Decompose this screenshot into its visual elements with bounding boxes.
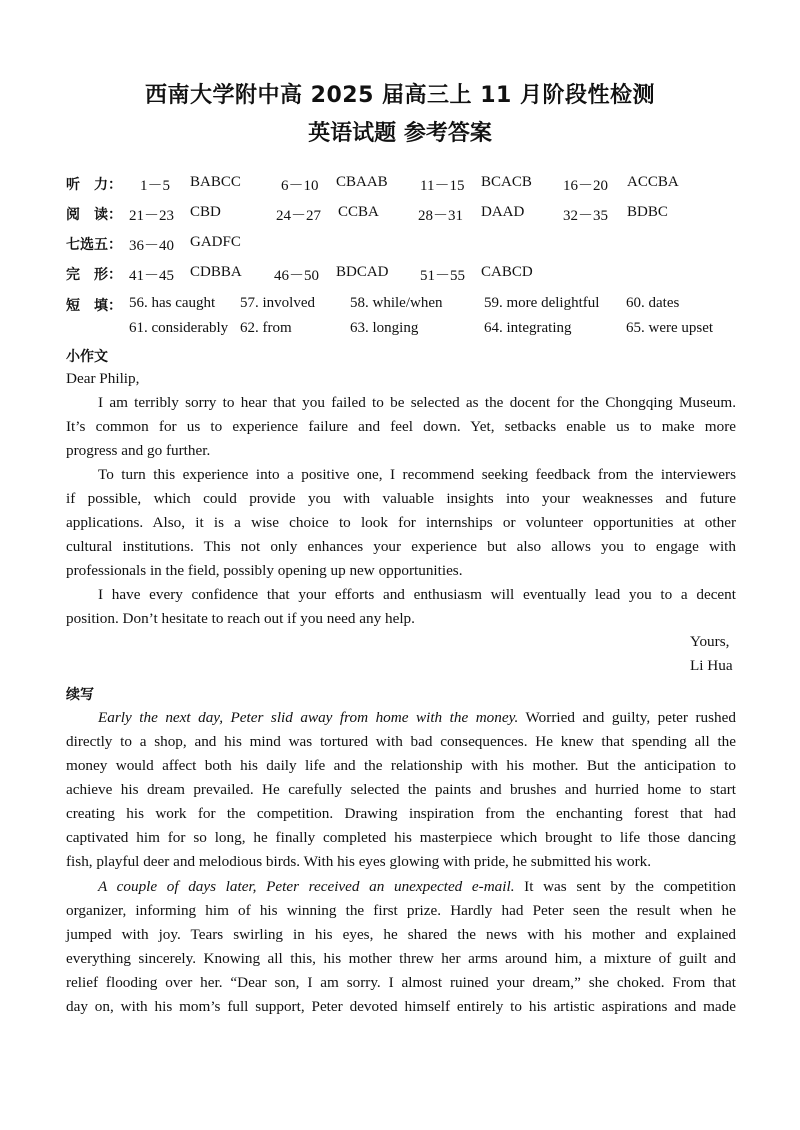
answer-key: BDCAD — [336, 264, 389, 280]
essay-greeting: Dear Philip, — [66, 370, 140, 387]
fill-answer: 58. while/when — [350, 295, 443, 311]
fill-answer: 63. longing — [350, 320, 419, 336]
fill-answer: 60. dates — [626, 295, 680, 311]
answer-key: CBD — [190, 204, 221, 220]
essay-line: I am terribly sorry to hear that you failed to be selected as the docent for the Chongqing Museum. — [98, 394, 736, 411]
fill-answer: 64. integrating — [484, 320, 572, 336]
continuation-line — [98, 706, 736, 730]
answer-key: BCACB — [481, 174, 532, 190]
continuation-line: organizer, informing him of his winning the first prize. Hardly had Peter seen the result when he — [66, 902, 736, 919]
continuation-line: captivated him for so long, he finally completed his masterpiece which brought to life those dancing — [66, 829, 736, 846]
answer-key: CCBA — [338, 204, 379, 220]
answer-key: CBAAB — [336, 174, 388, 190]
answer-key: BABCC — [190, 174, 241, 190]
answer-range: 46－50 — [274, 268, 320, 284]
answer-range: 32－35 — [563, 208, 609, 224]
essay-line: To turn this experience into a positive one, I recommend seeking feedback from the interviewers — [98, 466, 736, 483]
continuation-heading: 续写 — [66, 687, 94, 703]
answer-key: DAAD — [481, 204, 525, 220]
continuation-line: creating his work for the competition. Drawing inspiration from the enchanting forest that had — [66, 805, 736, 822]
essay-line: if possible, which could provide you with valuable insights into your weaknesses and future — [66, 490, 736, 507]
essay-line: position. Don’t hesitate to reach out if you need any help. — [66, 610, 415, 627]
listening-label: 听 力： — [66, 177, 122, 193]
cloze-label: 完 形： — [66, 267, 122, 283]
answer-key: CABCD — [481, 264, 533, 280]
answer-key: BDBC — [627, 204, 668, 220]
continuation-line: relief flooding over her. “Dear son, I am sorry. I almost ruined your dream,” she choked. From that — [66, 974, 736, 991]
answer-range: 41－45 — [129, 268, 175, 284]
answer-range: 1－5 — [140, 178, 171, 194]
essay-line: progress and go further. — [66, 442, 211, 459]
fill-answer: 65. were upset — [626, 320, 714, 336]
continuation-line: day on, with his mom’s full support, Peter devoted himself entirely to his artistic aspirations and made — [66, 998, 736, 1015]
essay-signature: Li Hua — [690, 657, 733, 674]
reading-label: 阅 读： — [66, 207, 122, 223]
answer-range: 11－15 — [420, 178, 465, 194]
document-title: 西南大学附中高 2025 届高三上 11 月阶段性检测 — [145, 83, 655, 108]
essay-closing: Yours, — [690, 633, 730, 650]
answer-range: 24－27 — [276, 208, 322, 224]
answer-range: 28－31 — [418, 208, 464, 224]
continuation-line: directly to a shop, and his mind was tortured with bad consequences. He knew that spending all the — [66, 733, 736, 750]
continuation-line: fish, playful deer and melodious birds. With his eyes glowing with pride, he submitted his work. — [66, 853, 652, 870]
answer-range: 21－23 — [129, 208, 175, 224]
fill-answer: 59. more delightful — [484, 295, 600, 311]
answer-key: CDBBA — [190, 264, 242, 280]
essay-line: It’s common for us to experience failure and feel down. Yet, setbacks enable us to make more — [66, 418, 736, 435]
essay-line: I have every confidence that your efforts and enthusiasm will eventually lead you to a decent — [98, 586, 736, 603]
fill-answer: 62. from — [240, 320, 292, 336]
continuation-text: It was sent by the competition — [514, 878, 736, 895]
continuation-lead-sentence: Early the next day, Peter slid away from home with the money. — [98, 709, 519, 726]
essay-line: professionals in the field, possibly opening up new opportunities. — [66, 562, 463, 579]
continuation-lead-sentence: A couple of days later, Peter received an unexpected e-mail. — [98, 878, 515, 895]
continuation-line: everything sincerely. Knowing all this, his mother threw her arms around him, a mixture of guilt and — [66, 950, 736, 967]
continuation-line: achieve his dream prevailed. He carefully selected the paints and brushes and hurried home to start — [66, 781, 736, 798]
seven-choose-five-label: 七选五： — [66, 237, 122, 253]
continuation-line: jumped with joy. Tears swirling in his eyes, he shared the news with his mother and explained — [66, 926, 736, 943]
essay-line: cultural institutions. This not only enhances your experience but also allows you to engage with — [66, 538, 736, 555]
document-subtitle: 英语试题 参考答案 — [308, 121, 492, 146]
fill-answer: 61. considerably — [129, 320, 229, 336]
essay-line: applications. Also, it is a wise choice to look for internships or volunteer opportunities at other — [66, 514, 736, 531]
answer-range: 16－20 — [563, 178, 609, 194]
essay-heading: 小作文 — [66, 349, 108, 365]
answer-range: 51－55 — [420, 268, 466, 284]
answer-range: 6－10 — [281, 178, 319, 194]
continuation-text: Worried and guilty, peter rushed — [518, 709, 736, 726]
grammar-fill-label: 短 填： — [66, 298, 122, 314]
answer-key: GADFC — [190, 234, 241, 250]
fill-answer: 56. has caught — [129, 295, 216, 311]
answer-range: 36－40 — [129, 238, 175, 254]
answer-key: ACCBA — [627, 174, 679, 190]
fill-answer: 57. involved — [240, 295, 315, 311]
continuation-line: money would affect both his daily life and the relationship with his mother. But the anticipation to — [66, 757, 736, 774]
continuation-line — [98, 875, 736, 899]
